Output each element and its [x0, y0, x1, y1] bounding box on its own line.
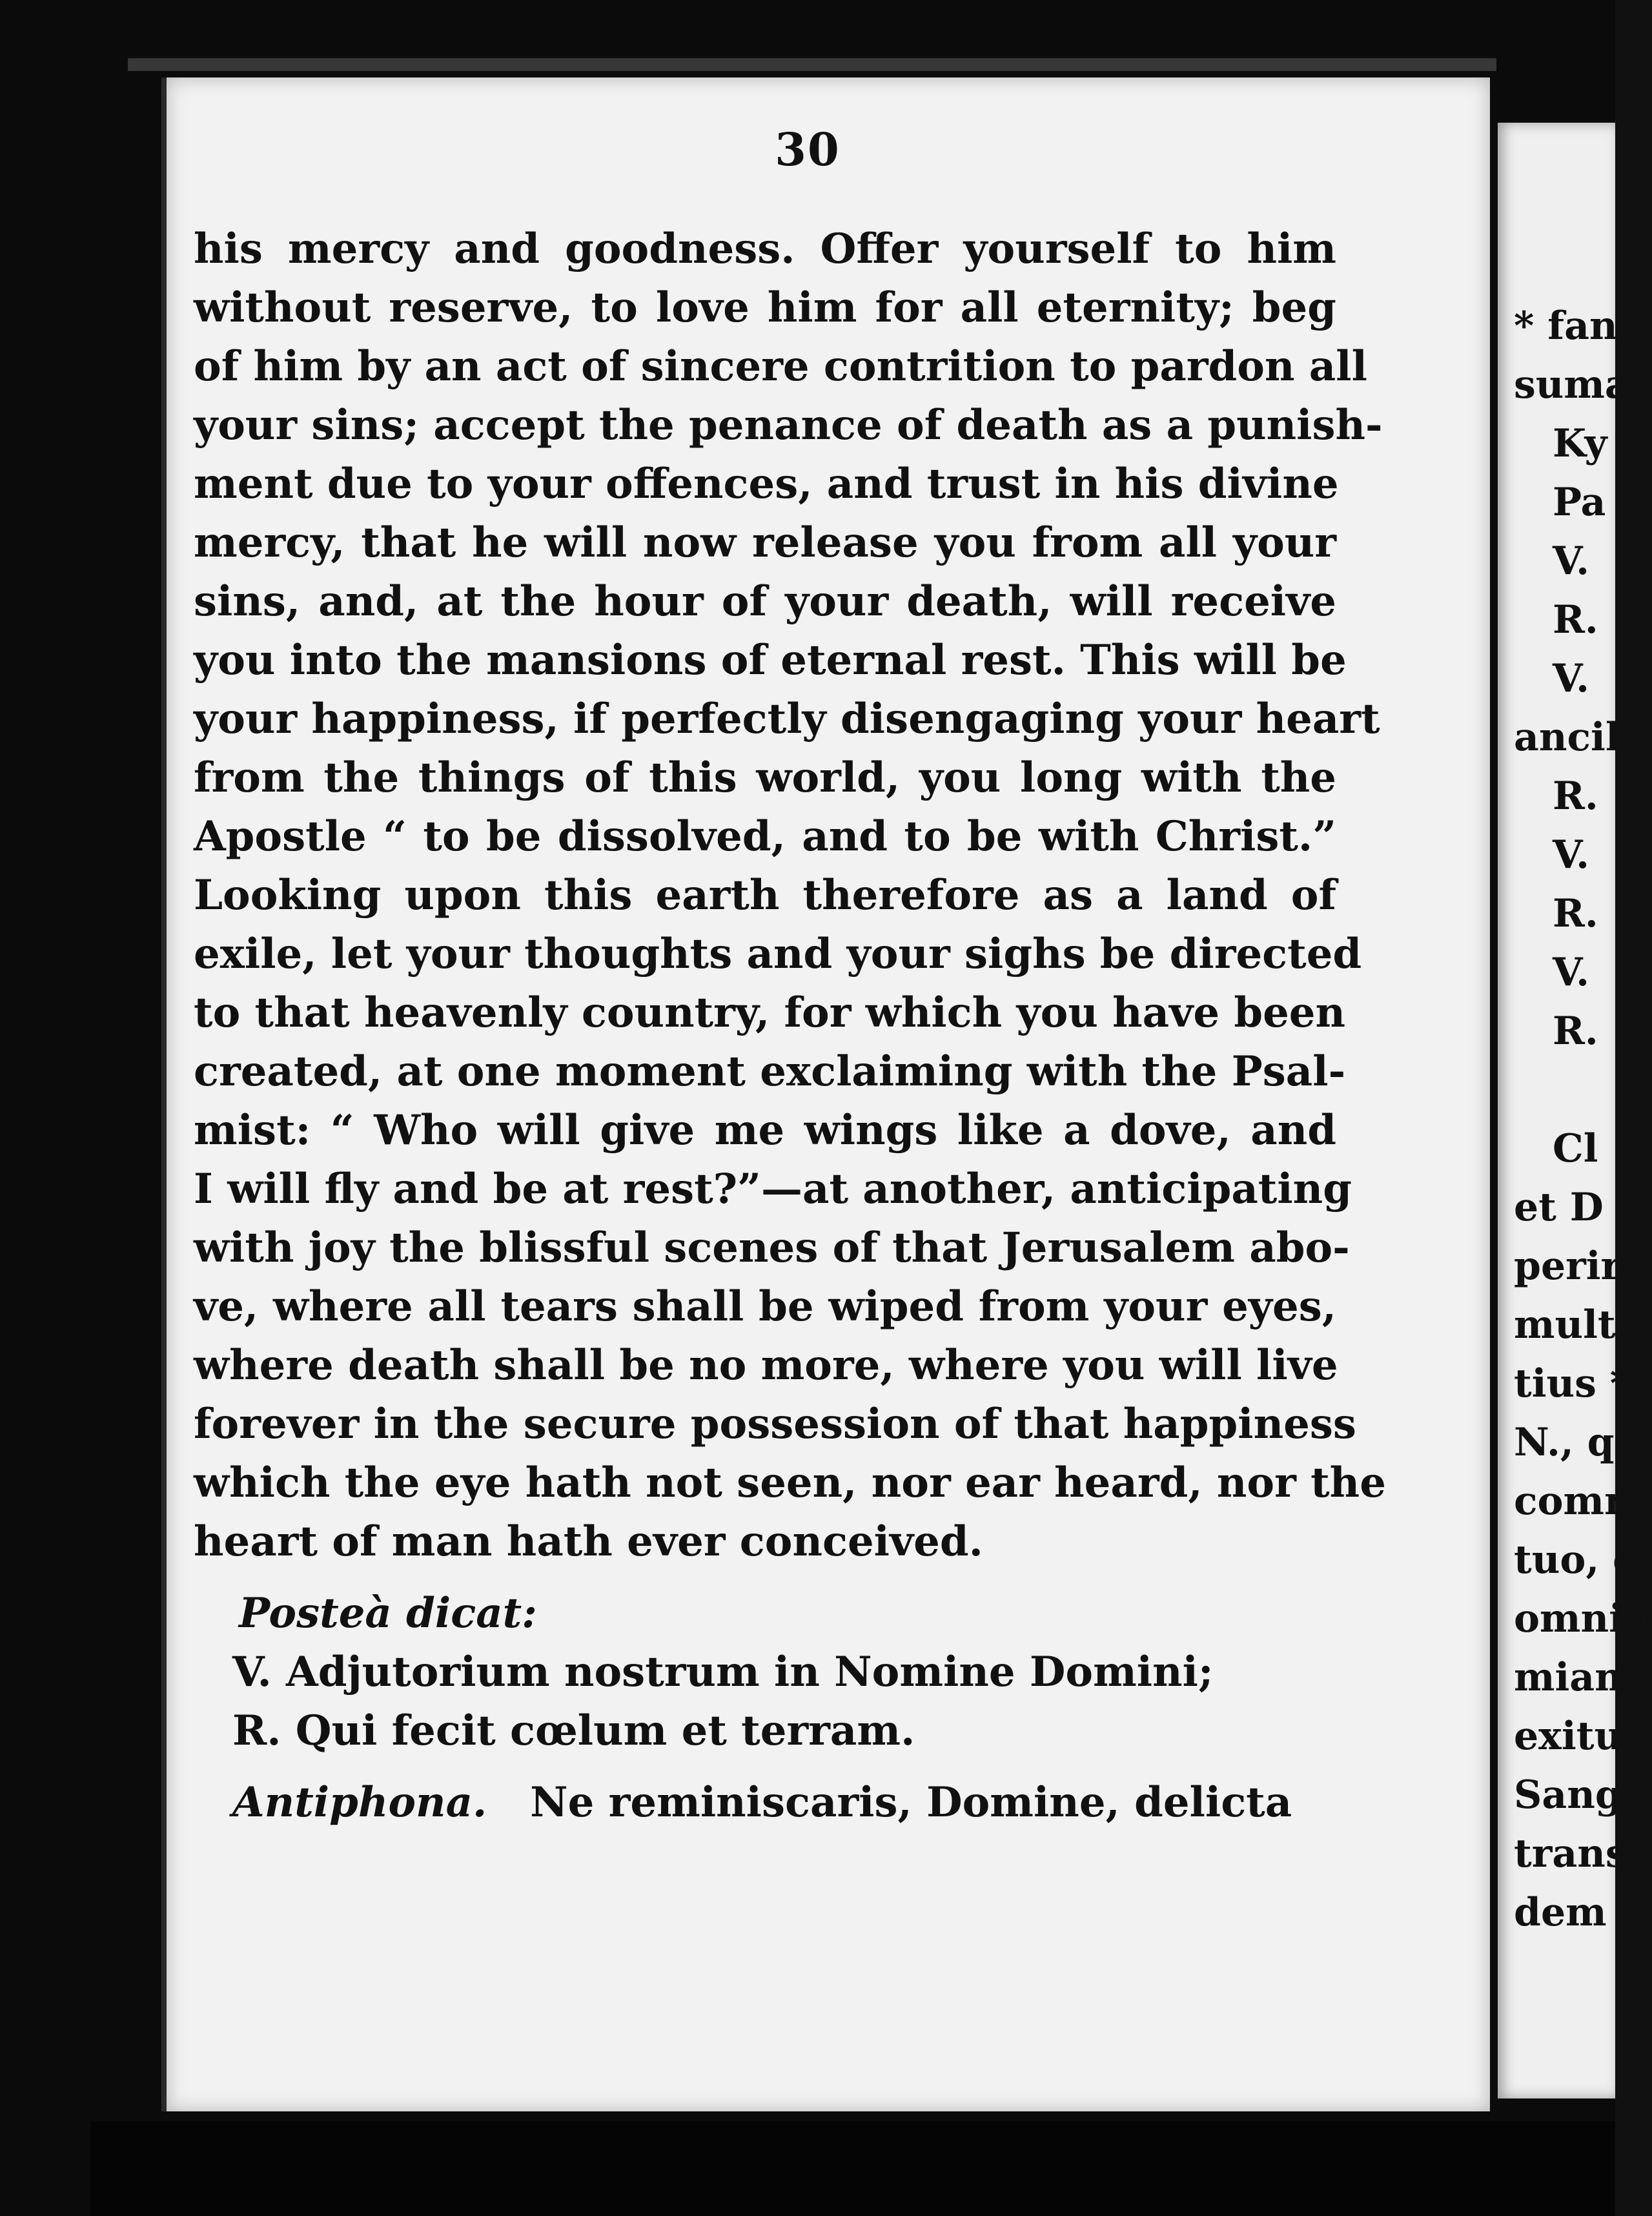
text-line: exile, let your thoughts and your sighs be directed	[194, 930, 1362, 978]
text-line: sins, and, at the hour of your death, will receive	[194, 577, 1336, 626]
facing-line: ancill	[1514, 715, 1635, 760]
facing-line: V.	[1553, 832, 1589, 877]
text-line: Apostle “ to be dissolved, and to be with Christ.”	[194, 812, 1336, 861]
text-line: Looking upon this earth therefore as a land of	[194, 871, 1336, 919]
facing-line: comm	[1514, 1479, 1646, 1524]
text-line: where death shall be no more, where you will live	[194, 1341, 1338, 1390]
antiphon	[194, 1773, 1336, 1832]
facing-line: Ky	[1553, 421, 1607, 466]
text-line: your happiness, if perfectly disengaging your heart	[194, 695, 1380, 743]
text-line: of him by an act of sincere contrition to pardon all	[194, 342, 1367, 391]
antiphon-label: Antiphona.	[232, 1778, 487, 1827]
facing-line: transi	[1514, 1831, 1642, 1876]
page-number: 30	[775, 123, 841, 176]
facing-line: Pa	[1553, 480, 1606, 525]
facing-line: R.	[1553, 597, 1598, 642]
text-line: with joy the blissful scenes of that Jerusalem abo-	[194, 1224, 1350, 1272]
facing-line: omniu	[1514, 1596, 1652, 1641]
text-line: to that heavenly country, for which you have been	[194, 989, 1346, 1037]
text-line: from the things of this world, you long with the	[194, 754, 1336, 802]
facing-line: et D	[1514, 1185, 1604, 1230]
facing-line: * fan	[1514, 303, 1618, 349]
facing-line: Sangu	[1514, 1772, 1651, 1818]
facing-line: dem C	[1514, 1890, 1651, 1935]
text-line: forever in the secure possession of that happiness	[194, 1400, 1356, 1448]
facing-line	[1514, 1061, 1652, 1120]
text-line: ve, where all tears shall be wiped from your eyes,	[194, 1282, 1336, 1331]
text-line: his mercy and goodness. Offer yourself to him	[194, 225, 1336, 273]
text-line: mercy, that he will now release you from all your	[194, 518, 1336, 567]
versicle: V. Adjutorium nostrum in Nomine Domini;	[232, 1648, 1214, 1696]
text-line: you into the mansions of eternal rest. This will be	[194, 636, 1347, 684]
facing-page-text	[1514, 297, 1652, 1942]
facing-line: perire	[1514, 1244, 1646, 1289]
facing-line: V.	[1553, 539, 1589, 584]
antiphon-text: Ne reminiscaris, Domine, delicta	[530, 1778, 1292, 1827]
page-text	[194, 220, 1386, 1832]
facing-line: tuo, e	[1514, 1537, 1638, 1583]
response: R. Qui fecit cœlum et terram.	[232, 1707, 915, 1755]
text-line: created, at one moment exclaiming with the Psal-	[194, 1047, 1346, 1096]
text-line: mist: “ Who will give me wings like a dove, and	[194, 1106, 1336, 1154]
facing-line: suma	[1514, 362, 1630, 407]
facing-line: exitus	[1514, 1714, 1644, 1759]
facing-line: R.	[1553, 774, 1598, 819]
scan-bottom-edge	[90, 2121, 1615, 2216]
text-line: which the eye hath not seen, nor ear heard, nor the	[194, 1459, 1386, 1507]
facing-line: R.	[1553, 891, 1598, 936]
text-line: ment due to your offences, and trust in his divine	[194, 460, 1339, 508]
facing-line: tius *	[1514, 1361, 1631, 1406]
rubric: Posteà dicat:	[239, 1589, 537, 1637]
text-line: I will fly and be at rest?”—at another, anticipating	[194, 1165, 1352, 1213]
facing-line: V.	[1553, 950, 1589, 995]
facing-line: multi	[1514, 1302, 1631, 1348]
text-line: without reserve, to love him for all eternity; beg	[194, 283, 1336, 332]
facing-line: V.	[1553, 656, 1589, 701]
facing-line: miam	[1514, 1655, 1636, 1700]
text-line: your sins; accept the penance of death as a punish-	[194, 401, 1383, 449]
text-line: heart of man hath ever conceived.	[194, 1517, 983, 1566]
facing-line: N., q	[1514, 1420, 1615, 1465]
facing-line: R.	[1553, 1009, 1598, 1054]
facing-line: Cl	[1553, 1126, 1598, 1171]
